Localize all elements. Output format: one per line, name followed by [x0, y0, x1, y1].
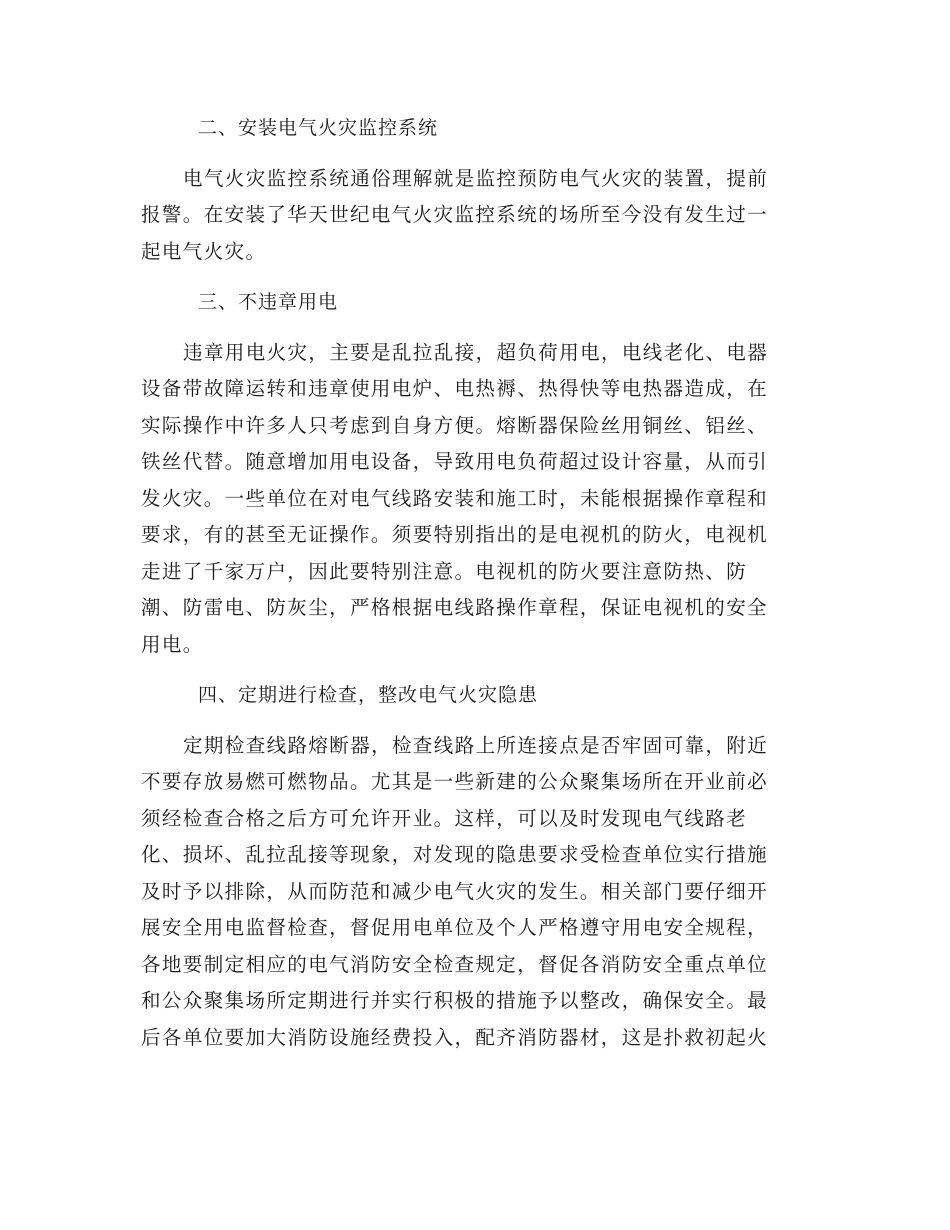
paragraph-line: 须经检查合格之后方可允许开业。这样，可以及时发现电气线路老 [141, 806, 748, 830]
paragraph-line: 后各单位要加大消防设施经费投入，配齐消防器材，这是扑救初起火 [141, 1025, 769, 1049]
paragraph-fire-monitoring [141, 161, 805, 271]
paragraph-line: 展安全用电监督检查，督促用电单位及个人严格遵守用电安全规程， [141, 916, 769, 939]
paragraph-line: 潮、防雷电、防灰尘，严格根据电线路操作章程，保证电视机的安全 [141, 596, 769, 619]
section-heading-4: 四、定期进行检查，整改电气火灾隐患 [198, 684, 539, 706]
paragraph-line: 违章用电火灾，主要是乱拉乱接，超负荷用电，电线老化、电器 [183, 340, 769, 364]
paragraph-line: 铁丝代替。随意增加用电设备，导致用电负荷超过设计容量，从而引 [141, 450, 769, 473]
paragraph-line: 及时予以排除，从而防范和减少电气火灾的发生。相关部门要仔细开 [141, 879, 769, 903]
paragraph-line: 走进了千家万户，因此要特别注意。电视机的防火要注意防热、防 [141, 559, 748, 583]
paragraph-line: 实际操作中许多人只考虑到自身方便。熔断器保险丝用铜丝、铝丝、 [141, 413, 769, 437]
paragraph-line: 用电。 [141, 632, 204, 656]
paragraph-line: 定期检查线路熔断器，检查线路上所连接点是否牢固可靠，附近 [183, 733, 769, 757]
paragraph-regular-inspection [141, 728, 805, 1057]
paragraph-line: 各地要制定相应的电气消防安全检查规定，督促各消防安全重点单位 [141, 952, 769, 976]
paragraph-line: 和公众聚集场所定期进行并实行积极的措施予以整改，确保安全。最 [141, 989, 769, 1012]
paragraph-line: 电气火灾监控系统通俗理解就是监控预防电气火灾的装置，提前 [183, 166, 769, 190]
paragraph-line: 化、损坏、乱拉乱接等现象，对发现的隐患要求受检查单位实行措施 [141, 843, 769, 866]
paragraph-line: 发火灾。一些单位在对电气线路安装和施工时，未能根据操作章程和 [141, 486, 769, 510]
paragraph-line: 不要存放易燃可燃物品。尤其是一些新建的公众聚集场所在开业前必 [141, 770, 769, 793]
paragraph-line: 要求，有的甚至无证操作。须要特别指出的是电视机的防火，电视机 [141, 523, 769, 546]
paragraph-illegal-electricity [141, 335, 805, 664]
section-heading-3: 三、不违章用电 [198, 291, 339, 313]
paragraph-line: 设备带故障运转和违章使用电炉、电热褥、热得快等电热器造成，在 [141, 377, 769, 400]
document-body [141, 110, 805, 1070]
paragraph-line: 起电气火灾。 [141, 239, 267, 263]
section-heading-2: 二、安装电气火灾监控系统 [198, 117, 439, 139]
paragraph-line: 报警。在安装了华天世纪电气火灾监控系统的场所至今没有发生过一 [141, 203, 769, 226]
